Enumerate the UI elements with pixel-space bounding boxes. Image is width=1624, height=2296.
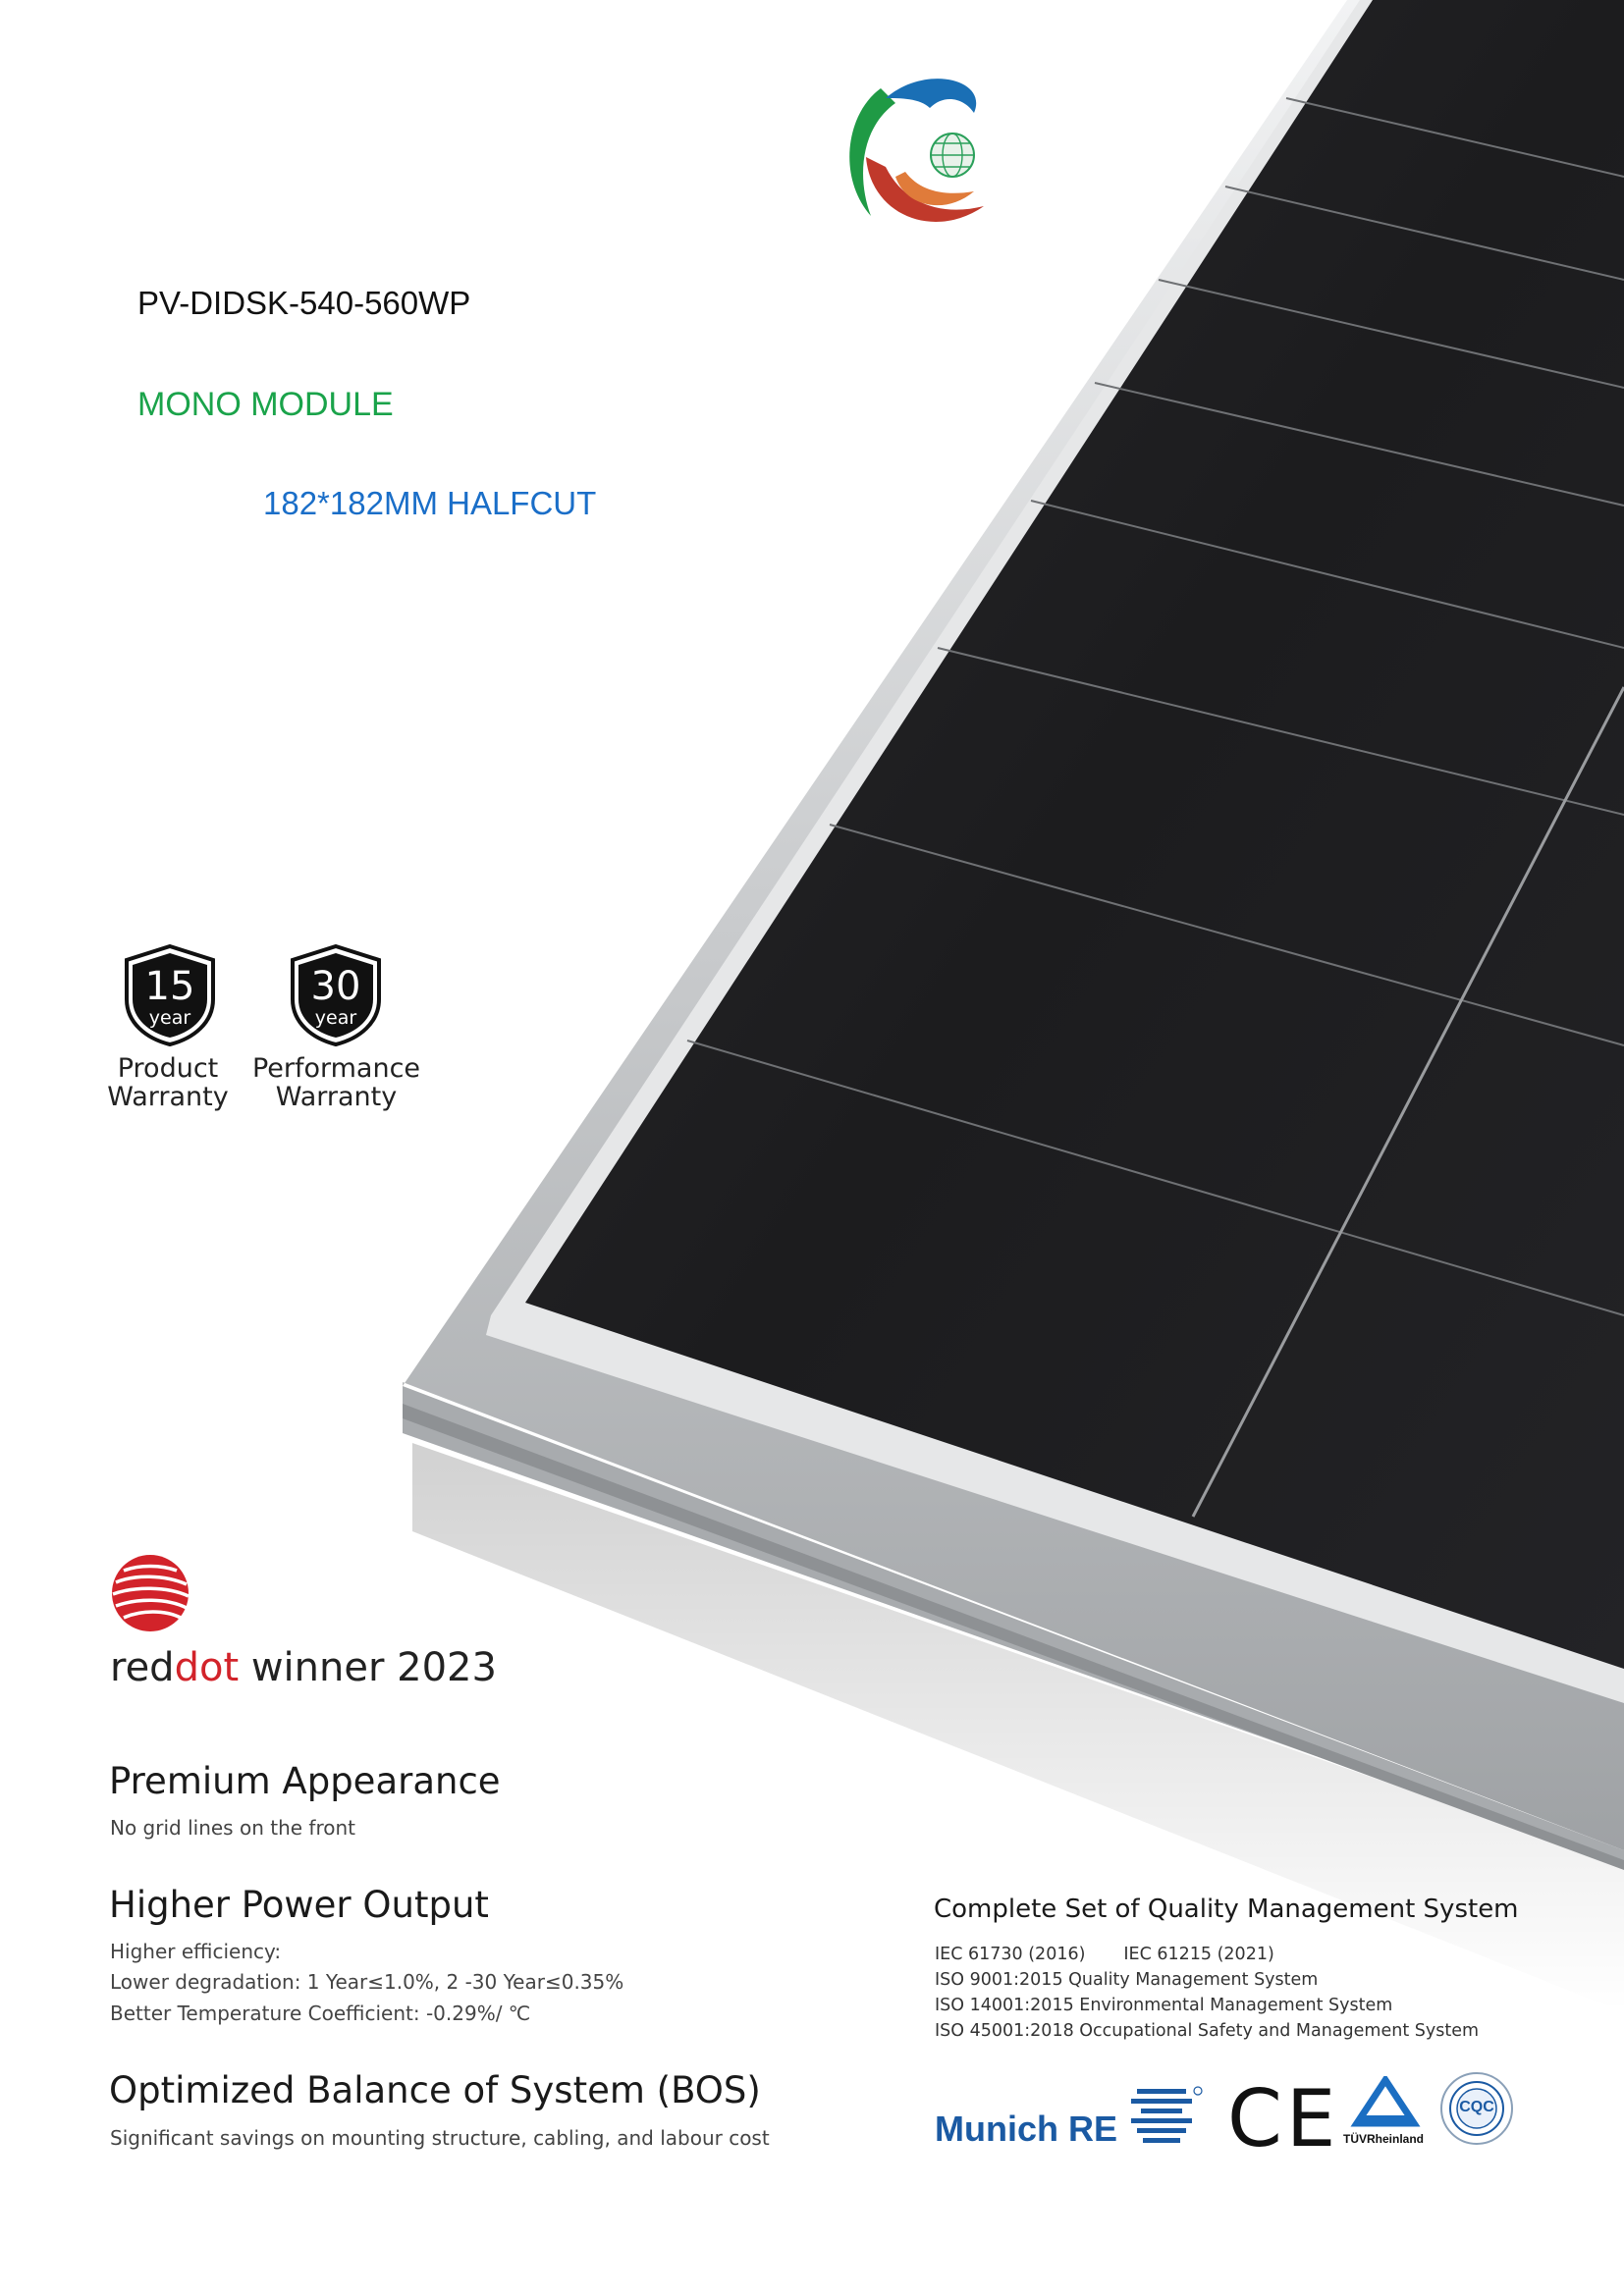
tuv-triangle-icon bbox=[1345, 2076, 1426, 2139]
performance-warranty-label: Performance Warranty bbox=[251, 1053, 421, 1112]
product-warranty-badge bbox=[123, 944, 217, 1046]
product-warranty-years: 15 bbox=[144, 964, 195, 1009]
module-type: MONO MODULE bbox=[137, 386, 394, 423]
performance-warranty-years: 30 bbox=[310, 964, 361, 1009]
quality-line: IEC 61730 (2016) IEC 61215 (2021) bbox=[935, 1945, 1274, 1964]
munich-re-logo: Munich RE bbox=[935, 2109, 1117, 2149]
cqc-logo-text: CQC bbox=[1459, 2099, 1494, 2115]
performance-warranty-badge bbox=[289, 944, 383, 1046]
product-warranty-label: Product Warranty bbox=[107, 1053, 229, 1112]
feature-line: Lower degradation: 1 Year≤1.0%, 2 -30 Year≤0.35% bbox=[110, 1970, 624, 1994]
feature-title-appearance: Premium Appearance bbox=[109, 1760, 501, 1802]
model-number: PV-DIDSK-540-560WP bbox=[137, 285, 471, 321]
feature-title-bos: Optimized Balance of System (BOS) bbox=[109, 2069, 761, 2111]
feature-line: Better Temperature Coefficient: -0.29%/ ℃ bbox=[110, 2002, 531, 2025]
company-logo bbox=[827, 69, 996, 245]
quality-title: Complete Set of Quality Management System bbox=[934, 1895, 1519, 1924]
feature-line: Higher efficiency: bbox=[110, 1940, 282, 1963]
cell-size: 182*182MM HALFCUT bbox=[263, 485, 597, 521]
ce-mark: CE bbox=[1227, 2073, 1340, 2164]
feature-line: Significant savings on mounting structure, cabling, and labour cost bbox=[110, 2126, 770, 2150]
feature-title-power: Higher Power Output bbox=[109, 1884, 489, 1926]
tuv-logo-text: TÜVRheinland bbox=[1343, 2132, 1425, 2146]
feature-line: No grid lines on the front bbox=[110, 1816, 355, 1840]
product-warranty-unit: year bbox=[148, 1007, 191, 1029]
reddot-logo bbox=[110, 1553, 190, 1633]
quality-line: ISO 45001:2018 Occupational Safety and Management System bbox=[935, 2021, 1480, 2041]
munich-re-symbol bbox=[1127, 2085, 1206, 2150]
quality-line: ISO 9001:2015 Quality Management System bbox=[935, 1970, 1319, 1990]
performance-warranty-unit: year bbox=[314, 1007, 357, 1029]
quality-line: ISO 14001:2015 Environmental Management System bbox=[935, 1996, 1393, 2015]
reddot-award-text: reddot winner 2023 bbox=[110, 1645, 497, 1690]
